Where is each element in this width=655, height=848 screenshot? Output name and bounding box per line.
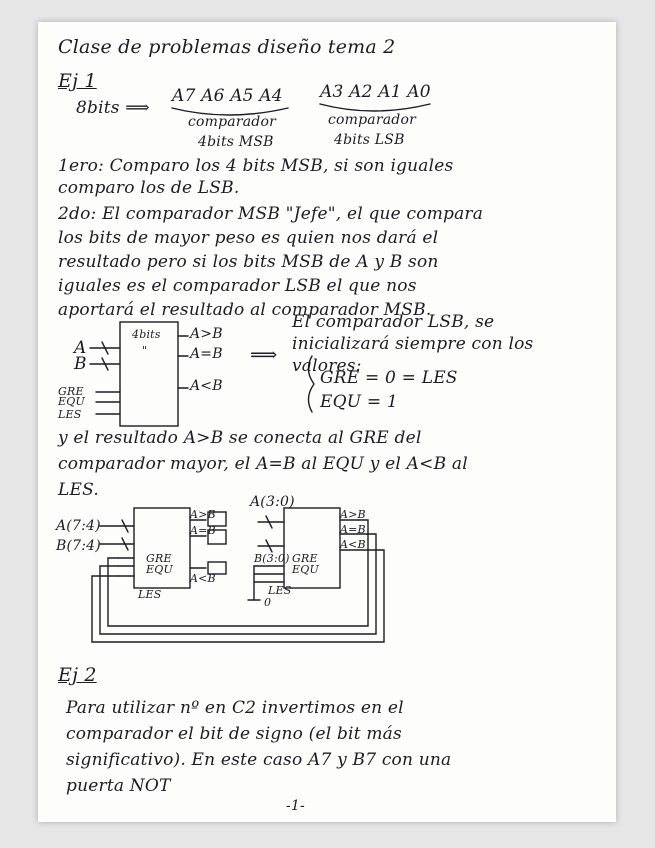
msb-label-1: comparador xyxy=(188,114,276,130)
p3-line-2: comparador mayor, el A=B al EQU y el A<B al xyxy=(58,454,468,474)
block-out-lt: A<B xyxy=(190,378,223,394)
block-out-eq: A=B xyxy=(190,346,223,362)
p2-line-5: aportará el resultado al comparador MSB. xyxy=(58,300,432,320)
ej2-line-1: Para utilizar nº en C2 invertimos en el xyxy=(66,698,404,718)
msb-group: A7 A6 A5 A4 xyxy=(172,86,283,106)
p2-line-1: 2do: El comparador MSB "Jefe", el que compara xyxy=(58,204,484,224)
handwritten-page xyxy=(38,22,616,822)
init-line-3: valores: xyxy=(292,356,362,376)
msb-out-gt: A>B xyxy=(190,508,216,521)
block-in-gre: GRE xyxy=(58,385,84,398)
ej1-heading: Ej 1 xyxy=(58,70,97,92)
block-input-b: B xyxy=(74,354,87,374)
page-number: -1- xyxy=(286,798,305,814)
lsb-out-lt: A<B xyxy=(340,538,366,551)
lsb-label-2: 4bits LSB xyxy=(334,132,405,148)
ground-zero: 0 xyxy=(264,596,272,609)
msb-in-equ: EQU xyxy=(146,563,173,576)
p3-line-1: y el resultado A>B se conecta al GRE del xyxy=(58,428,422,448)
ej2-line-3: significativo). En este caso A7 y B7 con una xyxy=(66,750,452,770)
msb-in-les: LES xyxy=(138,588,162,601)
ej2-line-4: puerta NOT xyxy=(66,776,171,796)
lsb-label-1: comparador xyxy=(328,112,416,128)
lsb-out-eq: A=B xyxy=(340,523,366,536)
lsb-in-les: LES xyxy=(268,584,292,597)
page-title: Clase de problemas diseño tema 2 xyxy=(58,36,396,58)
ej2-heading: Ej 2 xyxy=(58,664,97,686)
bus-b-msb: B(7:4) xyxy=(56,538,101,554)
block-box-label: 4bits xyxy=(132,328,161,341)
init-value-2: EQU = 1 xyxy=(320,392,398,412)
lsb-group: A3 A2 A1 A0 xyxy=(320,82,431,102)
p1-line-1: 1ero: Comparo los 4 bits MSB, si son iguales xyxy=(58,156,454,176)
p2-line-4: iguales es el comparador LSB el que nos xyxy=(58,276,417,296)
bits-line: 8bits ⟹ xyxy=(76,98,150,118)
init-line-1: El comparador LSB, se xyxy=(292,312,495,332)
bus-b-lsb: B(3:0) xyxy=(254,552,290,565)
ej2-line-2: comparador el bit de signo (el bit más xyxy=(66,724,402,744)
lsb-out-gt: A>B xyxy=(340,508,366,521)
p3-line-3: LES. xyxy=(58,480,99,500)
lsb-in-gre: GRE xyxy=(292,552,318,565)
lsb-in-equ: EQU xyxy=(292,563,319,576)
bus-a-msb: A(7:4) xyxy=(56,518,101,534)
p2-line-3: resultado pero si los bits MSB de A y B son xyxy=(58,252,439,272)
block-in-equ: EQU xyxy=(58,395,85,408)
init-line-2: inicializará siempre con los xyxy=(292,334,534,354)
block-arrow: ⟹ xyxy=(250,344,278,366)
bus-a-lsb: A(3:0) xyxy=(250,494,295,510)
msb-out-lt: A<B xyxy=(190,572,216,585)
block-input-a: A xyxy=(74,338,87,358)
p1-line-2: comparo los de LSB. xyxy=(58,178,240,198)
msb-in-gre: GRE xyxy=(146,552,172,565)
init-value-1: GRE = 0 = LES xyxy=(320,368,458,388)
block-in-les: LES xyxy=(58,408,82,421)
block-box-sub: " xyxy=(142,344,148,357)
msb-out-eq: A=B xyxy=(190,524,216,537)
block-out-gt: A>B xyxy=(190,326,223,342)
p2-line-2: los bits de mayor peso es quien nos dará el xyxy=(58,228,439,248)
msb-label-2: 4bits MSB xyxy=(198,134,274,150)
